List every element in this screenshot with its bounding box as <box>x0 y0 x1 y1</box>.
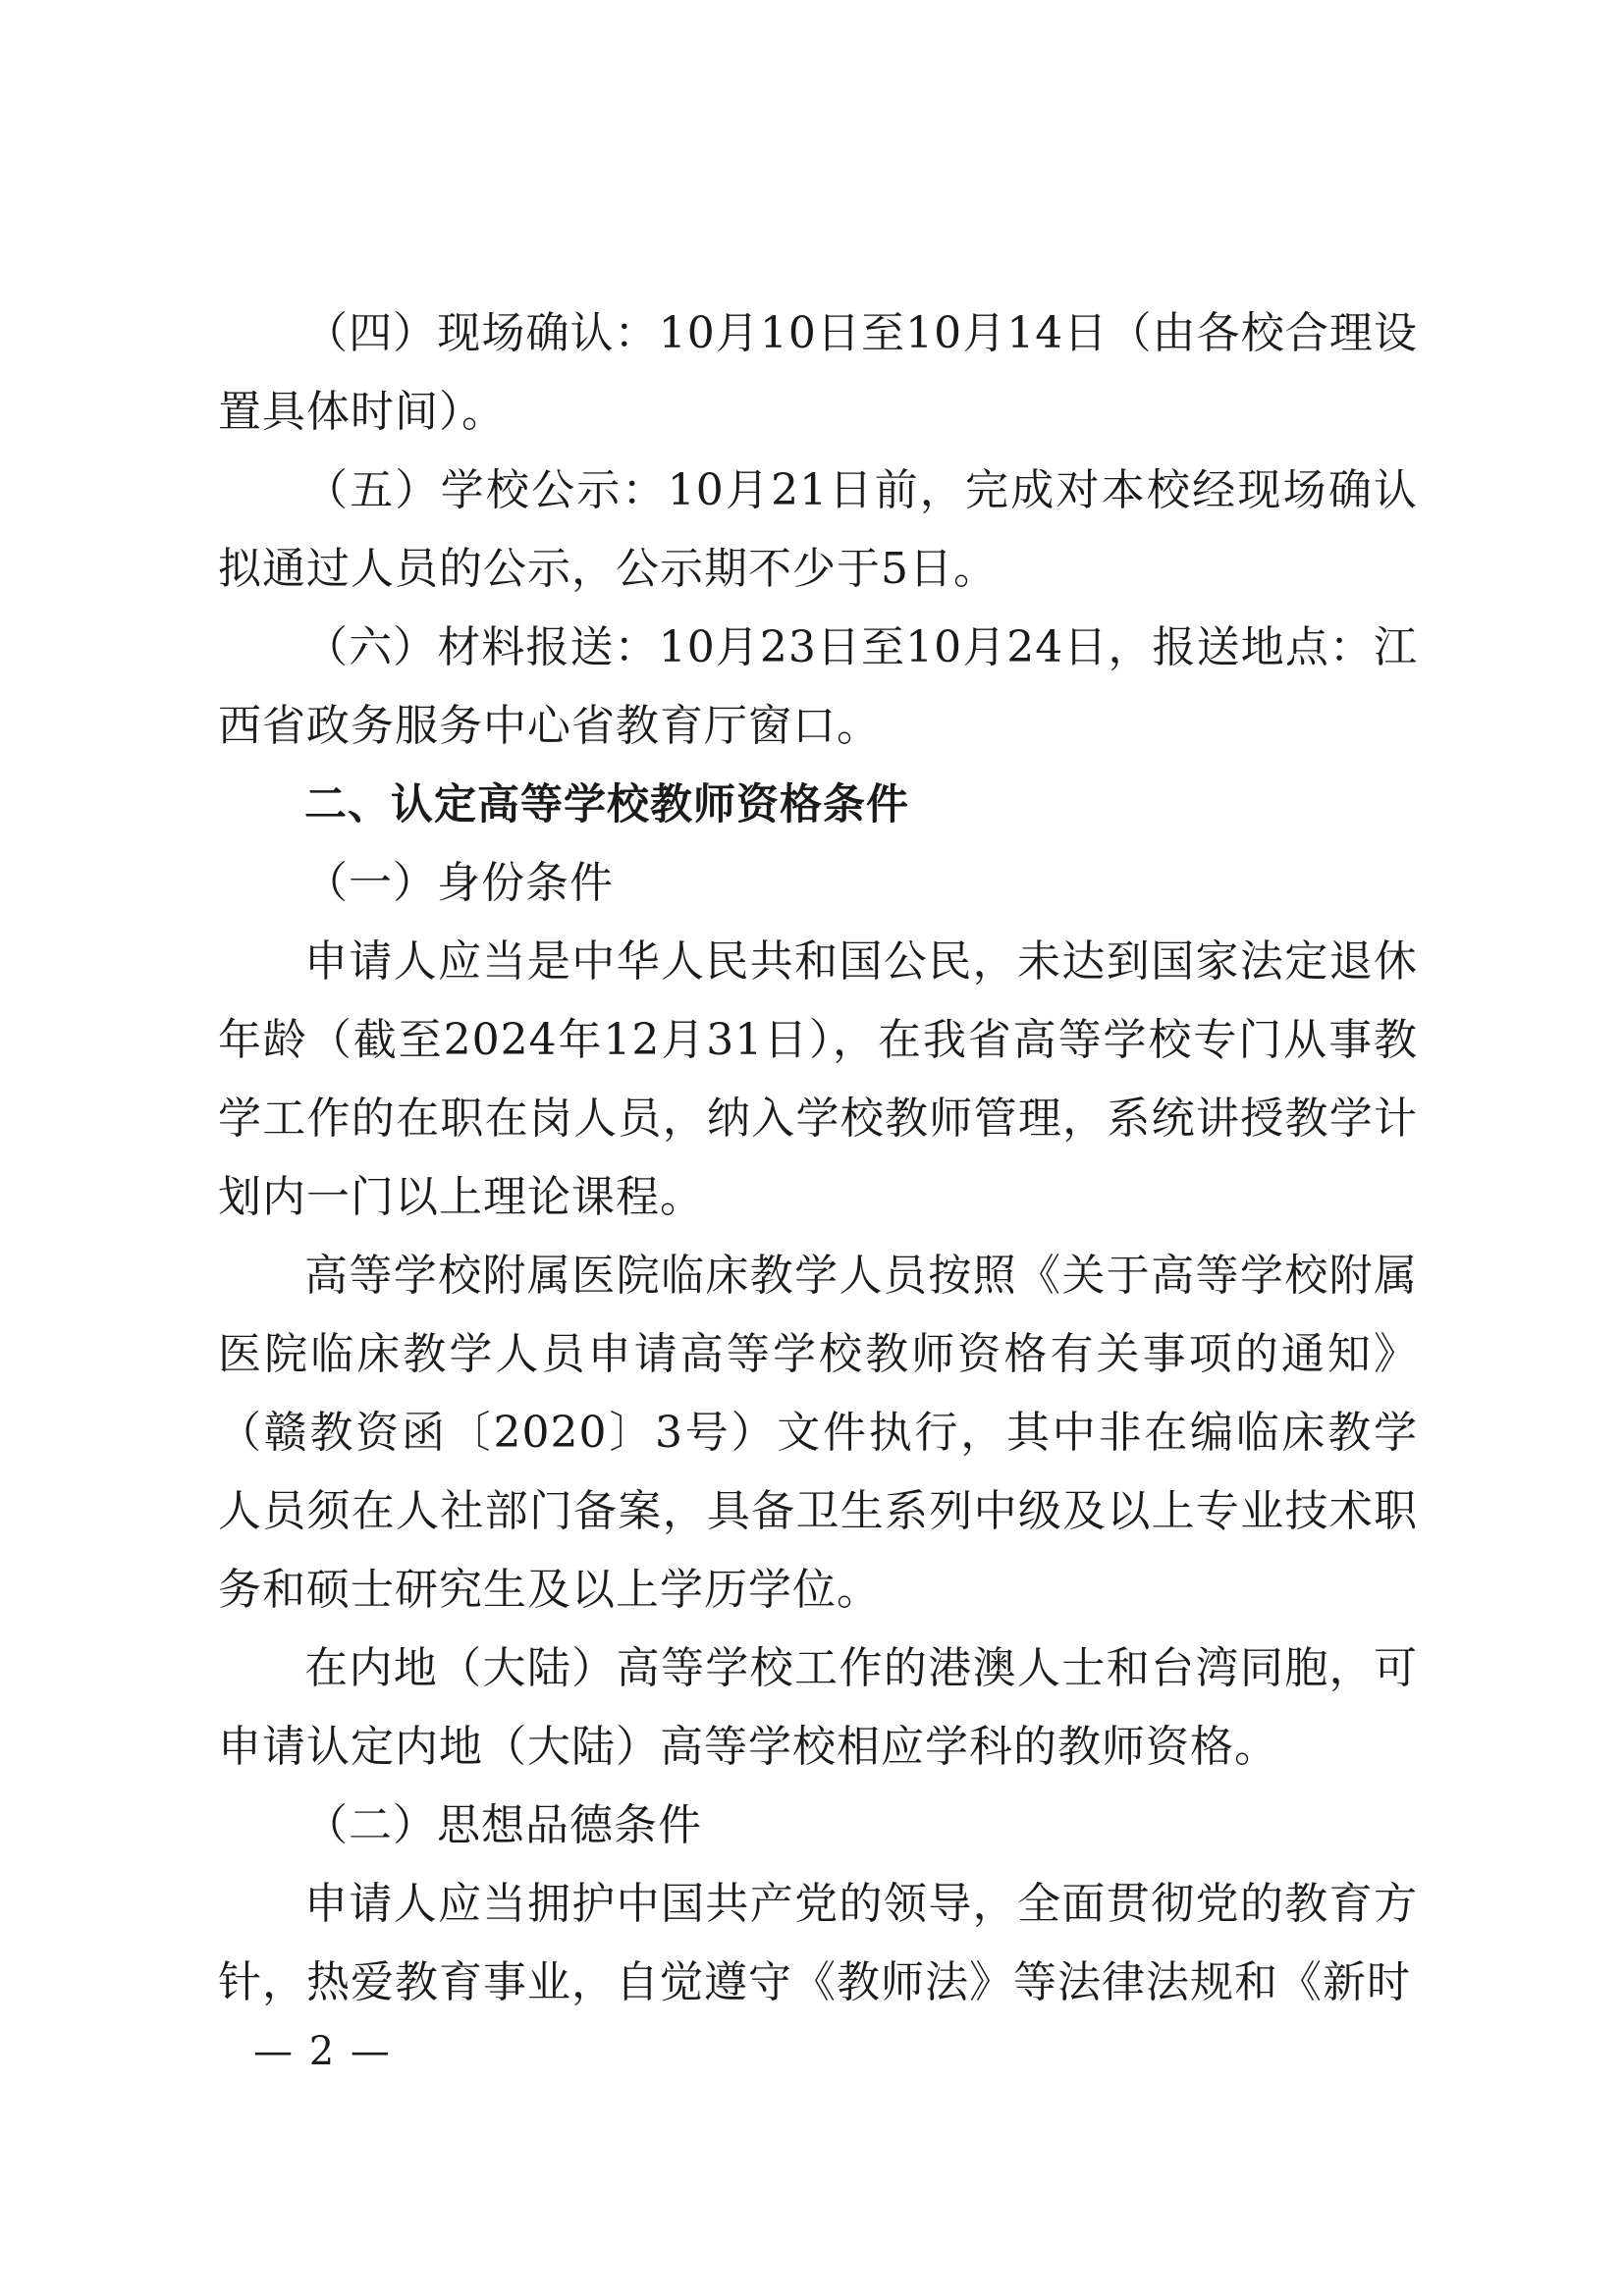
section-heading-conditions: 二、认定高等学校教师资格条件 <box>304 780 909 829</box>
paragraph-moral-requirements: 申请人应当拥护中国共产党的领导，全面贯彻党的教育方针，热爱教育事业，自觉遵守《教师法》等法律法规和《新时 <box>218 1879 1418 2007</box>
paragraph-identity-requirements: 申请人应当是中华人民共和国公民，未达到国家法定退休年龄（截至2024年12月31日），在我省高等学校专门从事教学工作的在职在岗人员，纳入学校教师管理，系统讲授教学计划内一门以上理论课程。 <box>218 936 1418 1222</box>
page-number: — 2 — <box>253 2029 392 2074</box>
paragraph-material-submission: （六）材料报送：10月23日至10月24日，报送地点：江西省政务服务中心省教育厅窗口。 <box>218 622 1418 751</box>
document-body <box>218 294 1418 2022</box>
subheading-identity-conditions: （一）身份条件 <box>304 858 614 908</box>
paragraph-onsite-confirmation: （四）现场确认：10月10日至10月14日（由各校合理设置具体时间）。 <box>218 308 1418 437</box>
paragraph-clinical-teaching-staff: 高等学校附属医院临床教学人员按照《关于高等学校附属医院临床教学人员申请高等学校教师资格有关事项的通知》（赣教资函〔2020〕3号）文件执行，其中非在编临床教学人员须在人社部门备案，具备卫生系列中级及以上专业技术职务和硕士研究生及以上学历学位。 <box>218 1251 1418 1615</box>
paragraph-hk-macao-taiwan: 在内地（大陆）高等学校工作的港澳人士和台湾同胞，可申请认定内地（大陆）高等学校相应学科的教师资格。 <box>218 1643 1418 1772</box>
subheading-moral-conditions: （二）思想品德条件 <box>304 1800 702 1850</box>
paragraph-school-publicity: （五）学校公示：10月21日前，完成对本校经现场确认拟通过人员的公示，公示期不少于5日。 <box>218 465 1418 594</box>
